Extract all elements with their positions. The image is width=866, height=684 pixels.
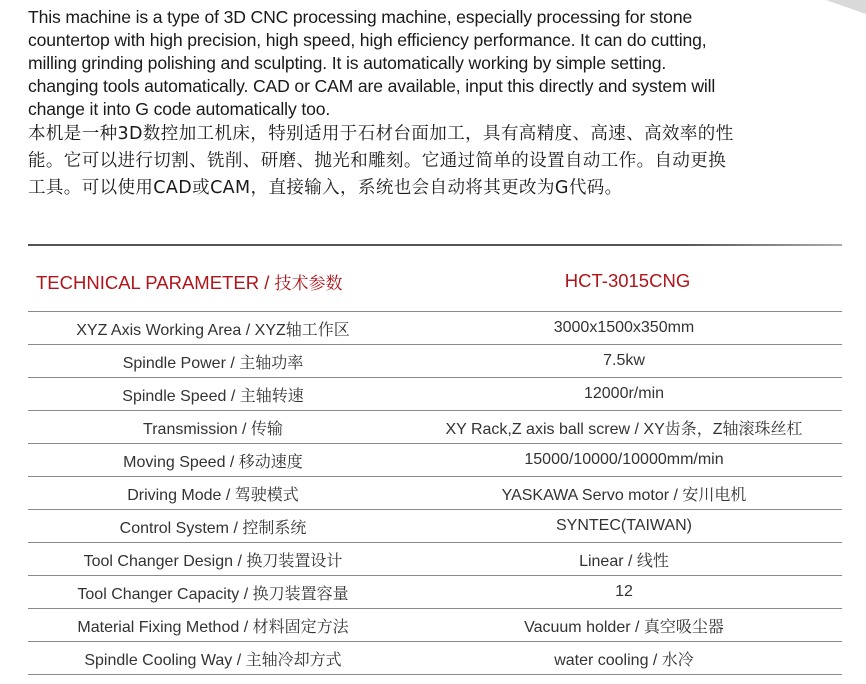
header-param-en: TECHNICAL PARAMETER / <box>36 271 275 293</box>
row-value: Vacuum holder / 真空吸尘器 <box>524 618 724 636</box>
intro-zh-line: 工具。可以使用CAD或CAM，直接输入，系统也会自动将其更改为G代码。 <box>28 178 623 198</box>
table-row <box>28 642 842 675</box>
intro-en-line: countertop with high precision, high speed, high efficiency performance. It can do cutting, <box>28 30 707 50</box>
table-row <box>28 345 842 378</box>
intro-zh-line: 本机是一种3D数控加工机床，特别适用于石材台面加工，具有高精度、高速、高效率的性 <box>28 124 734 144</box>
intro-en-line: change it into G code automatically too. <box>28 99 331 119</box>
row-label: Spindle Cooling Way / 主轴冷却方式 <box>84 651 342 669</box>
row-label: Driving Mode / 驾驶模式 <box>127 486 299 504</box>
row-value: 15000/10000/10000mm/min <box>524 451 724 468</box>
row-label: Moving Speed / 移动速度 <box>123 453 303 471</box>
table-row <box>28 411 842 444</box>
row-value: water cooling / 水冷 <box>554 651 694 669</box>
spec-table <box>28 311 842 675</box>
intro-en-line: milling grinding polishing and sculpting. It is automatically working by simple setting. <box>28 53 667 73</box>
spec-table-header <box>28 266 842 296</box>
intro-zh-line: 能。它可以进行切割、铣削、研磨、抛光和雕刻。它通过简单的设置自动工作。自动更换 <box>28 151 727 171</box>
row-value: 3000x1500x350mm <box>553 319 695 336</box>
intro-description <box>28 6 858 202</box>
row-label: Spindle Power / 主轴功率 <box>122 354 304 372</box>
row-label: Tool Changer Capacity / 换刀装置容量 <box>77 585 349 603</box>
row-value: XY Rack,Z axis ball screw / XY齿条，Z轴滚珠丝杠 <box>445 420 803 438</box>
row-label: Transmission / 传输 <box>143 420 283 438</box>
table-row <box>28 312 842 345</box>
table-row <box>28 510 842 543</box>
row-value: Linear / 线性 <box>579 552 669 570</box>
row-label: Tool Changer Design / 换刀装置设计 <box>83 552 343 570</box>
table-row <box>28 378 842 411</box>
row-label: Spindle Speed / 主轴转速 <box>122 387 304 405</box>
row-value: SYNTEC(TAIWAN) <box>556 517 692 534</box>
row-value: 7.5kw <box>603 352 645 369</box>
row-label: XYZ Axis Working Area / XYZ轴工作区 <box>76 321 350 339</box>
table-row <box>28 477 842 510</box>
row-value: 12 <box>615 583 633 600</box>
row-value: YASKAWA Servo motor / 安川电机 <box>501 486 747 504</box>
table-row <box>28 543 842 576</box>
header-model-number: HCT-3015CNG <box>564 270 691 291</box>
header-param-zh: 技术参数 <box>274 273 343 294</box>
table-row <box>28 444 842 477</box>
table-row <box>28 576 842 609</box>
intro-en-line: This machine is a type of 3D CNC processing machine, especially processing for stone <box>28 7 693 27</box>
section-divider <box>28 244 842 246</box>
row-value: 12000r/min <box>583 385 665 402</box>
header-technical-parameter <box>28 269 433 294</box>
row-label: Control System / 控制系统 <box>119 519 307 537</box>
intro-en-line: changing tools automatically. CAD or CAM are available, input this directly and system will <box>28 76 716 96</box>
row-label: Material Fixing Method / 材料固定方法 <box>77 618 349 636</box>
table-row <box>28 609 842 642</box>
